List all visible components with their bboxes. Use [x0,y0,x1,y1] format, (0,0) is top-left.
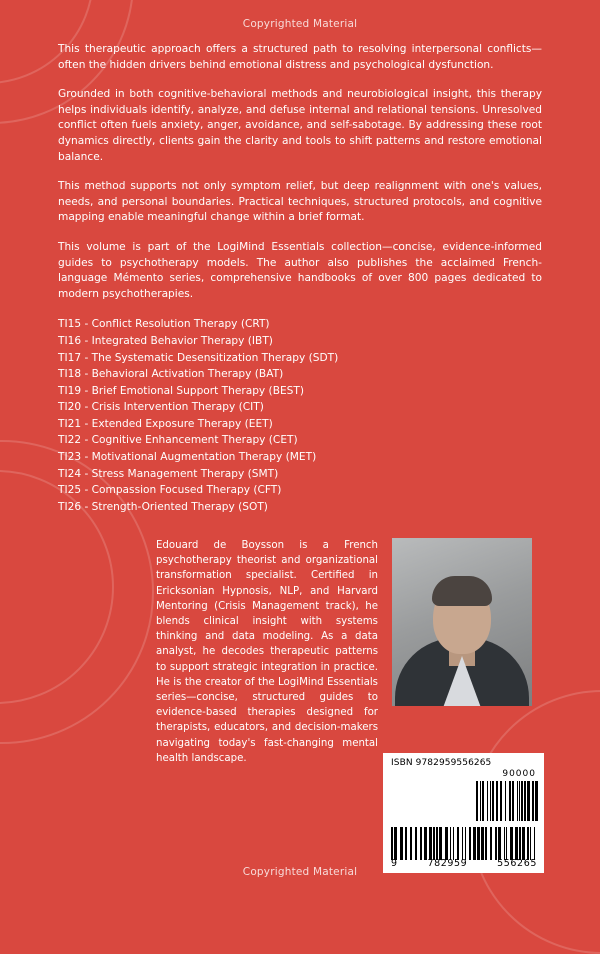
barcode-main-bars [391,827,537,860]
blurb-paragraph-4: This volume is part of the LogiMind Essentials collection—concise, evidence-informed guides to psychotherapy models. The author also publishes the acclaimed French-language Mémento series, comprehensive handbooks of over 800 pages dedicated to modern psychotherapies. [58,240,542,300]
list-item: TI17 - The Systematic Desensitization Therapy (SDT) [58,351,339,364]
list-item: TI20 - Crisis Intervention Therapy (CIT) [58,401,264,414]
copyright-notice-bottom: Copyrighted Material [242,866,358,878]
blurb-paragraph-2: Grounded in both cognitive-behavioral methods and neurobiological insight, this therapy helps individuals identify, analyze, and defuse internal and relational tensions. Unresolved conflict often fuels anxiety, anger, avoidance, and self-sabotage. By addressing these root dynamics directly, clients gain the clarity and tools to shift patterns and restore emotional balance. [58,88,542,163]
list-item: TI19 - Brief Emotional Support Therapy (BEST) [58,384,304,397]
price-code-label: 90000 [502,769,536,779]
blurb-paragraph-3: This method supports not only symptom relief, but deep realignment with one's values, needs, and personal boundaries. Practical techniques, structured protocols, and cognitive mapping enable meaningful change within a brief format. [58,180,542,224]
list-item: TI16 - Integrated Behavior Therapy (IBT) [58,334,273,347]
list-item: TI18 - Behavioral Activation Therapy (BAT) [58,368,284,381]
author-section [156,538,540,766]
series-title-list [58,316,542,515]
avatar [392,538,532,706]
list-item: TI25 - Compassion Focused Therapy (CFT) [58,484,282,497]
list-item: TI22 - Cognitive Enhancement Therapy (CET) [58,434,298,447]
ean-digit-mid: 782959 [427,858,468,869]
ean-digit-left: 9 [391,858,398,869]
back-cover-content [58,42,542,515]
list-item: TI26 - Strength-Oriented Therapy (SOT) [58,500,268,513]
isbn-label: ISBN 9782959556265 [391,758,492,768]
list-item: TI15 - Conflict Resolution Therapy (CRT) [58,318,270,331]
list-item: TI23 - Motivational Augmentation Therapy (MET) [58,451,317,464]
author-bio: Edouard de Boysson is a French psychotherapy theorist and organizational transformation specialist. Certified in Ericksonian Hypnosis, NLP, and Harvard Mentoring (Crisis Management track), he blends clinical insight with systems thinking and data modeling. As a data analyst, he decodes therapeutic patterns to support strategic integration in practice. He is the creator of the LogiMind Essentials series—concise, structured guides to evidence-based therapies designed for therapists, educators, and decision-makers navigating today's fast-changing mental health landscape. [156,540,378,764]
barcode-addon-bars [476,781,538,821]
copyright-notice-top: Copyrighted Material [242,18,358,30]
list-item: TI21 - Extended Exposure Therapy (EET) [58,417,273,430]
barcode-block [383,753,544,873]
ean-digit-right: 556265 [497,858,537,869]
blurb-paragraph-1: This therapeutic approach offers a structured path to resolving interpersonal conflicts—often the hidden drivers behind emotional distress and psychological dysfunction. [58,43,542,71]
list-item: TI24 - Stress Management Therapy (SMT) [58,467,279,480]
portrait-hair [432,576,492,606]
